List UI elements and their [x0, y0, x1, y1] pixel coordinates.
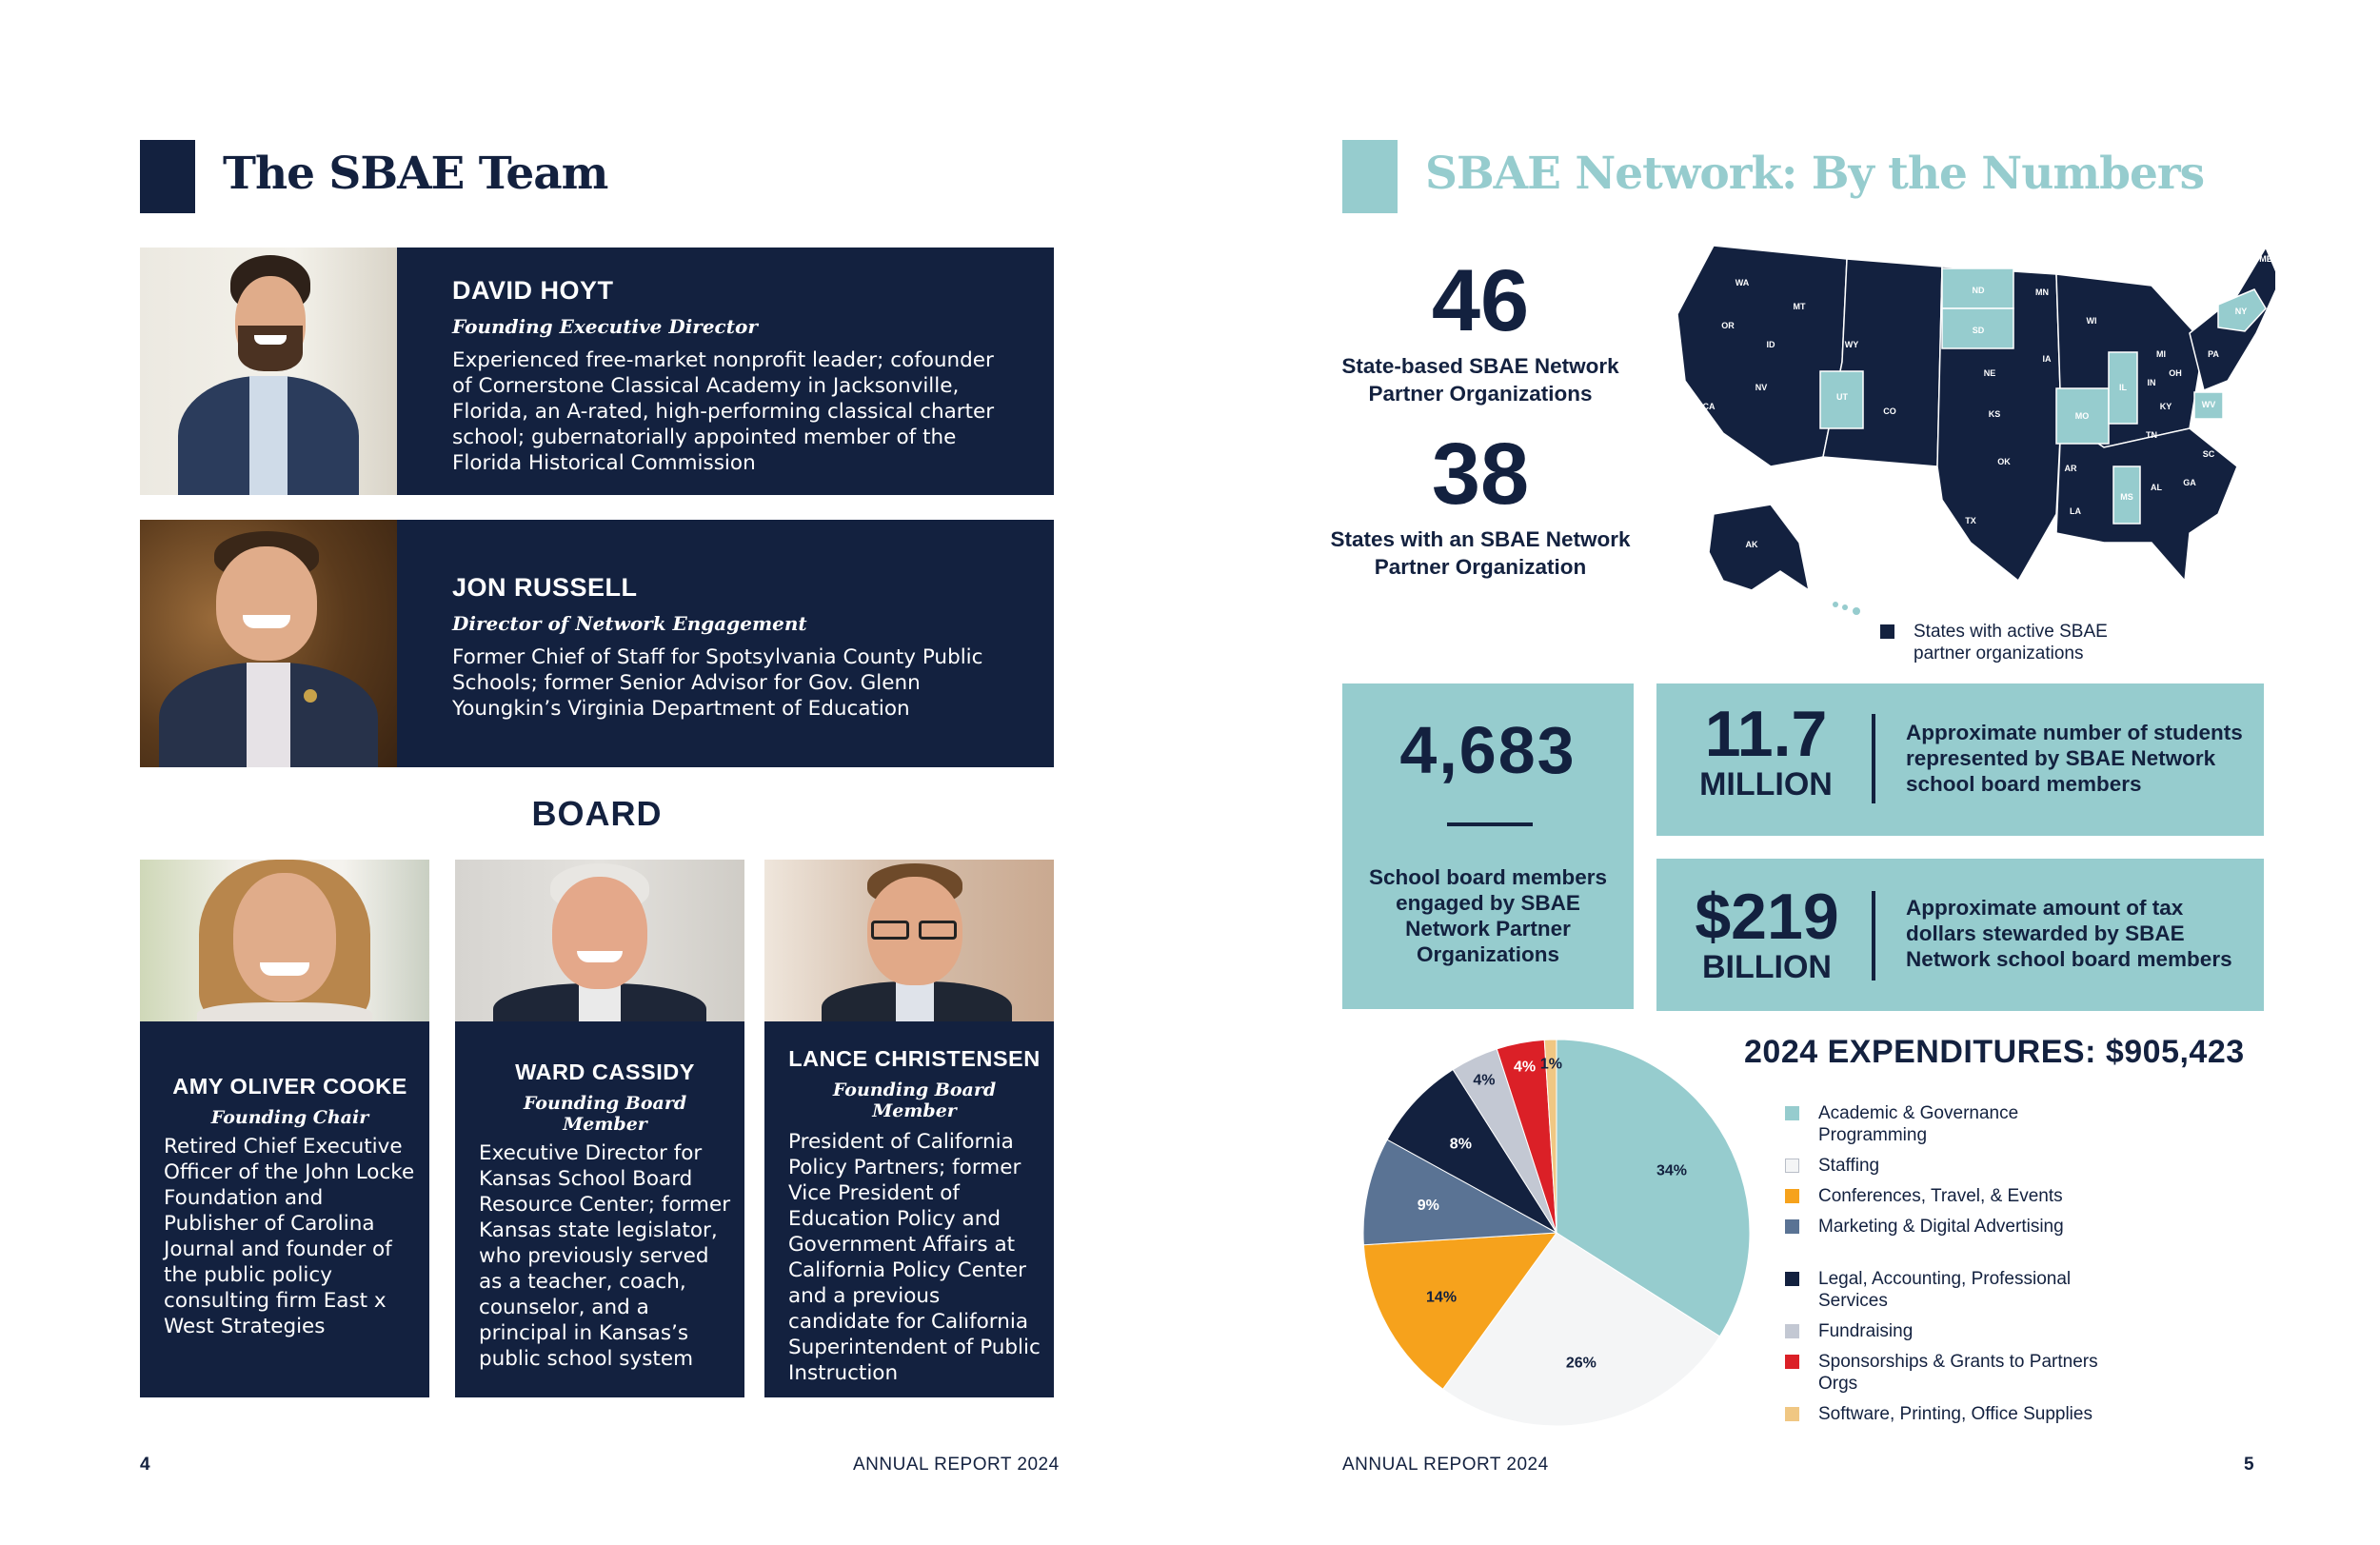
svg-text:KS: KS — [1988, 409, 2001, 419]
svg-text:MN: MN — [2035, 287, 2049, 297]
pie-label-6: 4% — [1513, 1059, 1537, 1076]
stat-label: State-based SBAE Network Partner Organizations — [1341, 354, 1619, 406]
svg-text:WI: WI — [2086, 316, 2097, 326]
svg-text:NE: NE — [1983, 368, 1996, 378]
staff-role: Founding Executive Director — [452, 315, 758, 338]
svg-text:OK: OK — [1997, 457, 2011, 466]
staff-name: DAVID HOYT — [452, 276, 614, 305]
stat-partner-orgs — [1314, 252, 1647, 407]
legend-label: Academic & Governance Programming — [1818, 1103, 2019, 1145]
box-value: 4,683 — [1399, 713, 1577, 787]
svg-text:NV: NV — [1755, 383, 1768, 392]
map-region-west — [1677, 246, 1847, 466]
legend-label: Conferences, Travel, & Events — [1818, 1186, 2063, 1206]
svg-text:ID: ID — [1766, 340, 1775, 349]
svg-text:TN: TN — [2146, 430, 2157, 440]
box-label: Approximate number of students represented by SBAE Network school board members — [1906, 721, 2243, 796]
page-title: The SBAE Team — [223, 148, 608, 200]
board-member-role: Founding Board Member — [832, 1080, 997, 1121]
svg-text:MO: MO — [2074, 411, 2090, 421]
svg-text:UT: UT — [1836, 392, 1848, 402]
svg-text:ME: ME — [2259, 254, 2272, 264]
legend-item-1 — [1785, 1155, 2113, 1177]
portrait-photo — [140, 860, 429, 1021]
svg-text:AZ: AZ — [1855, 464, 1867, 473]
legend-swatch — [1785, 1272, 1799, 1286]
box-value: $219 — [1695, 881, 1839, 953]
svg-text:CO: CO — [1883, 406, 1896, 416]
svg-text:ND: ND — [1972, 286, 1985, 295]
box-unit: BILLION — [1702, 949, 1832, 985]
title-accent-block — [140, 140, 195, 213]
pie-label-5: 4% — [1473, 1072, 1496, 1089]
legend-swatch — [1785, 1106, 1799, 1120]
svg-text:WY: WY — [1844, 340, 1859, 349]
legend-label: Software, Printing, Office Supplies — [1818, 1404, 2092, 1424]
svg-text:WV: WV — [2201, 400, 2216, 409]
svg-text:IL: IL — [2119, 383, 2127, 392]
svg-text:GA: GA — [2183, 478, 2196, 487]
svg-text:MT: MT — [1793, 302, 1806, 311]
svg-text:MI: MI — [2156, 349, 2166, 359]
legend-swatch — [1785, 1159, 1799, 1173]
legend-label: Sponsorships & Grants to Partners Orgs — [1818, 1352, 2098, 1394]
svg-text:KY: KY — [2159, 402, 2172, 411]
board-card-ward-cassidy — [455, 860, 744, 1397]
svg-text:IA: IA — [2042, 354, 2052, 364]
pie-label-1: 26% — [1565, 1355, 1597, 1372]
map-legend-text: States with active SBAE partner organizations — [1914, 622, 2108, 664]
portrait-photo — [455, 860, 744, 1021]
board-card-amy-oliver-cooke — [140, 860, 429, 1397]
legend-item-4 — [1785, 1268, 2113, 1312]
chart-title: 2024 EXPENDITURES: $905,423 — [1744, 1034, 2245, 1070]
title-accent-block — [1342, 140, 1398, 213]
pie-label-2: 14% — [1426, 1289, 1458, 1306]
svg-text:AL: AL — [2151, 483, 2162, 492]
board-member-name: WARD CASSIDY — [515, 1060, 695, 1084]
board-member-role: Founding Chair — [210, 1107, 369, 1128]
legend-swatch — [1785, 1189, 1799, 1203]
box-value-group — [1676, 698, 1856, 803]
stat-value: 46 — [1431, 252, 1530, 349]
page-number-left: 4 — [140, 1455, 150, 1475]
box-label: School board members engaged by SBAE Network Partner Organizations — [1368, 865, 1608, 966]
portrait-photo — [764, 860, 1054, 1021]
board-member-name: AMY OLIVER COOKE — [172, 1074, 407, 1099]
svg-text:OH: OH — [2169, 368, 2182, 378]
staff-card-david-hoyt — [140, 248, 1054, 495]
board-heading: BOARD — [531, 794, 663, 833]
portrait-photo — [140, 248, 397, 495]
box-students — [1656, 683, 2264, 836]
map-legend — [1880, 621, 2132, 664]
svg-text:MS: MS — [2120, 492, 2133, 502]
staff-name: JON RUSSELL — [452, 573, 638, 602]
stat-label: States with an SBAE Network Partner Organization — [1330, 527, 1631, 579]
svg-text:TX: TX — [1965, 516, 1976, 525]
svg-text:VA: VA — [2222, 390, 2233, 400]
svg-text:WA: WA — [1735, 278, 1750, 287]
svg-text:SC: SC — [2202, 449, 2215, 459]
legend-label: Marketing & Digital Advertising — [1818, 1217, 2064, 1237]
staff-bio: Former Chief of Staff for Spotsylvania County Public Schools; former Senior Advisor for Gov. Glenn Youngkin’s Virginia Department of Education — [452, 645, 983, 721]
legend-swatch — [1785, 1324, 1799, 1338]
footer-left: ANNUAL REPORT 2024 — [853, 1455, 1060, 1475]
map-alaska — [1709, 505, 1809, 590]
legend-label: Legal, Accounting, Professional Services — [1818, 1269, 2072, 1311]
legend-label: Staffing — [1818, 1156, 1880, 1176]
box-divider — [1872, 891, 1875, 980]
box-tax-dollars — [1656, 859, 2264, 1011]
box-value-group — [1672, 881, 1862, 986]
svg-text:AR: AR — [2064, 464, 2077, 473]
us-map — [1656, 228, 2275, 628]
pie-label-4: 8% — [1449, 1136, 1472, 1153]
box-divider — [1872, 714, 1875, 803]
svg-text:IN: IN — [2147, 378, 2156, 387]
page-title-right: SBAE Network: By the Numbers — [1425, 148, 2205, 200]
board-member-name: LANCE CHRISTENSEN — [788, 1046, 1041, 1071]
page-number-right: 5 — [2244, 1455, 2254, 1475]
box-board-members — [1342, 683, 1634, 1009]
footer-right: ANNUAL REPORT 2024 — [1342, 1455, 1549, 1475]
legend-swatch — [1785, 1355, 1799, 1369]
staff-role: Director of Network Engagement — [452, 612, 807, 635]
legend-item-2 — [1785, 1185, 2113, 1207]
svg-text:SD: SD — [1972, 326, 1985, 335]
svg-text:NC: NC — [2211, 421, 2225, 430]
svg-text:OR: OR — [1721, 321, 1735, 330]
svg-text:NY: NY — [2234, 307, 2248, 316]
svg-text:NM: NM — [1883, 468, 1896, 478]
legend-item-6 — [1785, 1351, 2113, 1395]
pie-label-7: 1% — [1539, 1056, 1562, 1073]
box-unit: MILLION — [1699, 766, 1833, 802]
board-member-bio: Retired Chief Executive Officer of the John Locke Foundation and Publisher of Carolina Journal and founder of the public policy consulting firm East x West Strategies — [164, 1135, 415, 1338]
legend-item-5 — [1785, 1320, 2113, 1342]
legend-swatch — [1785, 1219, 1799, 1234]
legend-label: Fundraising — [1818, 1321, 1914, 1341]
svg-text:PA: PA — [2208, 349, 2219, 359]
board-member-role: Founding Board Member — [523, 1093, 687, 1135]
stat-states — [1314, 426, 1647, 581]
staff-card-jon-russell — [140, 520, 1054, 767]
legend-swatch — [1785, 1407, 1799, 1421]
board-card-lance-christensen — [764, 860, 1054, 1397]
staff-bio: Experienced free-market nonprofit leader; cofounder of Cornerstone Classical Academy in Jacksonville, Florida, an A-rated, high-performing classical charter school; gubernatorially appointed member of the Florida Historical Commission — [452, 348, 995, 475]
legend-item-7 — [1785, 1403, 2113, 1425]
box-divider — [1447, 822, 1533, 826]
stat-value: 38 — [1431, 426, 1530, 523]
legend-item-0 — [1785, 1102, 2113, 1146]
board-member-bio: President of California Policy Partners; former Vice President of Education Policy and Government Affairs at California Policy Center and a previous candidate for California Superintendent of Public Instruction — [788, 1130, 1041, 1385]
svg-text:LA: LA — [2070, 506, 2081, 516]
svg-text:CA: CA — [1702, 402, 1716, 411]
legend-item-3 — [1785, 1216, 2113, 1238]
portrait-photo — [140, 520, 397, 767]
board-member-bio: Executive Director for Kansas School Board Resource Center; former Kansas state legislator, who previously served as a teacher, coach, counselor, and a principal in Kansas’s public school system — [479, 1141, 731, 1371]
pie-label-3: 9% — [1417, 1197, 1439, 1214]
svg-text:FL: FL — [2217, 521, 2229, 530]
pie-label-0: 34% — [1656, 1162, 1687, 1179]
box-value: 11.7 — [1704, 698, 1828, 770]
svg-text:AK: AK — [1745, 540, 1758, 549]
legend-swatch — [1880, 624, 1894, 639]
expenditures-pie-chart — [1342, 1023, 1771, 1442]
box-label: Approximate amount of tax dollars stewarded by SBAE Network school board members — [1906, 896, 2232, 971]
